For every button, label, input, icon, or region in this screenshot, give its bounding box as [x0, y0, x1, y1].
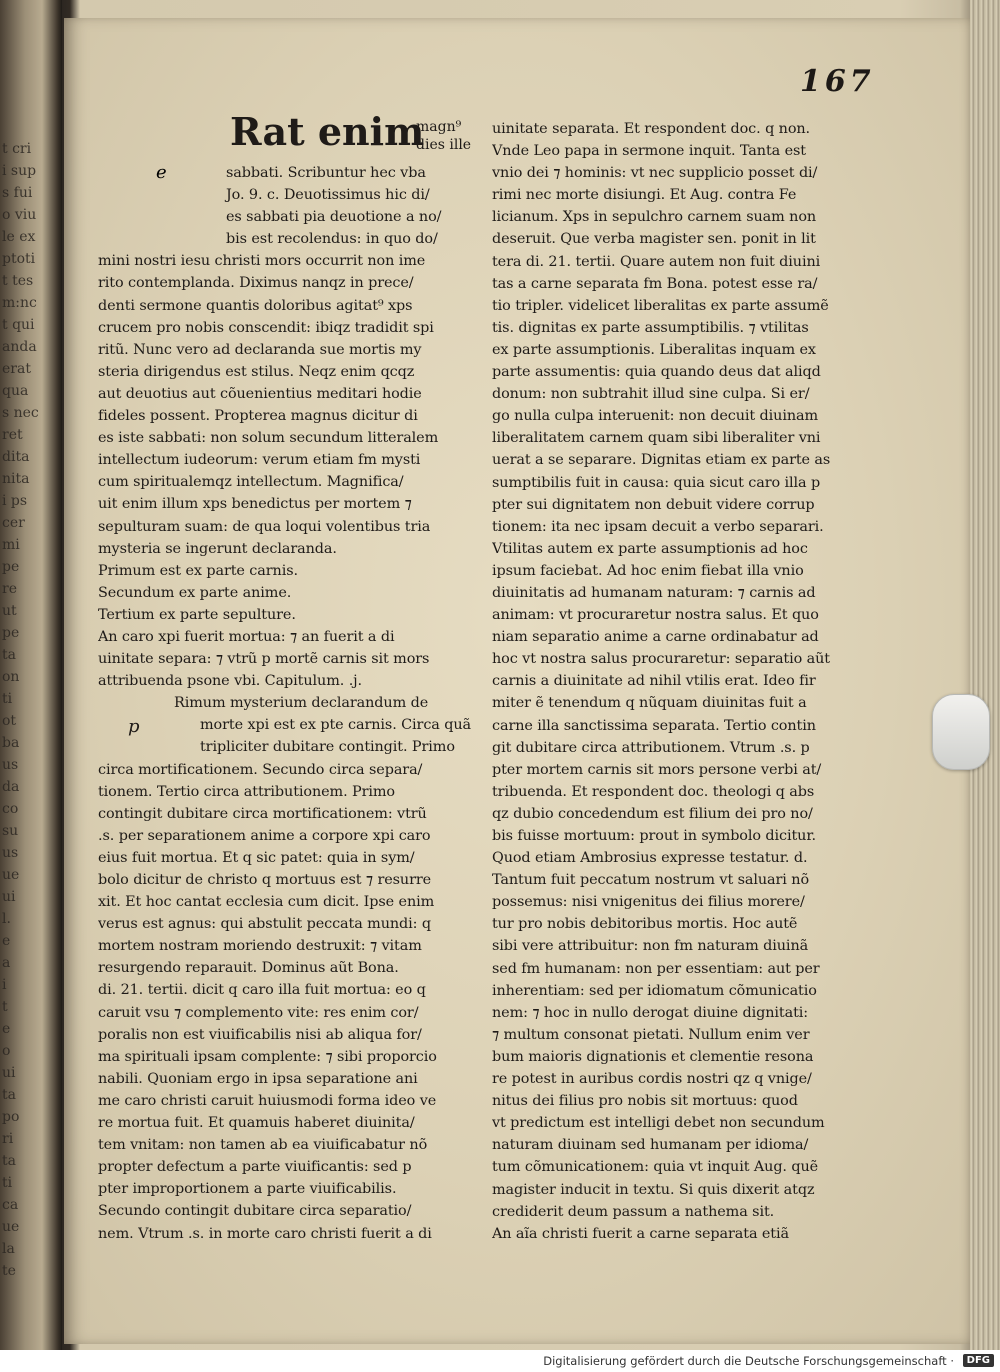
text-line: uinitate separata. Et respondent doc. q non. — [492, 121, 811, 137]
left-page-fragment: on — [2, 669, 20, 685]
text-line: nabili. Quoniam ergo in ipsa separatione ani — [98, 1070, 418, 1087]
text-line: naturam diuinam sed humanam per idioma/ — [492, 1137, 809, 1154]
left-page-fragment: t — [2, 999, 8, 1015]
text-line: tis. dignitas ex parte assumptibilis. ⁊ vtilitas — [492, 319, 809, 336]
text-line: nem: ⁊ hoc in nullo derogat diuine dignitati: — [492, 1004, 809, 1021]
left-page-fragment: ut — [2, 603, 17, 619]
text-line: git dubitare circa attributionem. Vtrum .s. p — [492, 739, 810, 756]
text-line: ritũ. Nunc vero ad declaranda sue mortis my — [98, 341, 422, 358]
text-line: resurgendo reparauit. Dominus aũt Bona. — [98, 960, 399, 977]
left-page-fragment: la — [2, 1241, 15, 1257]
left-page-fragment: pe — [2, 625, 20, 641]
left-page-fragment: us — [2, 757, 19, 773]
text-line: circa mortificationem. Secundo circa separa/ — [98, 761, 423, 778]
left-page-fragment: i sup — [2, 163, 37, 179]
right-column — [492, 118, 872, 1245]
text-line: contingit dubitare circa mortificationem: vtrũ — [98, 805, 427, 822]
text-line: bis est recolendus: in quo do/ — [226, 231, 438, 248]
text-line: pter improportionem a parte viuificabilis. — [98, 1181, 397, 1198]
text-line: sibi vere attribuitur: non fm naturam diuinã — [492, 938, 809, 955]
text-line: carne illa sanctissima separata. Tertio contin — [492, 717, 816, 734]
text-line: deseruit. Que verba magister sen. ponit in lit — [492, 231, 816, 248]
left-page-fragment: s fui — [2, 185, 33, 201]
left-page-fragment: a — [2, 955, 11, 971]
left-page-fragment: ca — [2, 1197, 19, 1213]
text-line: rito contemplanda. Diximus nanqz in prece/ — [98, 275, 414, 292]
text-line: Jo. 9. c. Deuotissimus hic di/ — [226, 187, 430, 204]
left-page-fragment: ta — [2, 1087, 16, 1103]
text-line: crucem pro nobis conscendit: ibiqz tradidit spi — [98, 319, 434, 336]
footer-credit: Digitalisierung gefördert durch die Deutsche Forschungsgemeinschaft · — [543, 1354, 954, 1368]
text-line: es sabbati pia deuotione a no/ — [226, 209, 442, 226]
text-line: qz dubio concedendum est filium dei pro no/ — [492, 805, 813, 822]
text-line: Secundo contingit dubitare circa separatio/ — [98, 1203, 412, 1220]
text-line: ipsum faciebat. Ad hoc enim fiebat illa vnio — [492, 562, 804, 579]
page-marker-tab — [932, 694, 990, 770]
left-page-fragment: ba — [2, 735, 20, 751]
dfg-logo: DFG — [963, 1354, 994, 1367]
text-line: Primum est ex parte carnis. — [98, 562, 298, 579]
text-line: parte assumentis: quia quando deus dat aliqd — [492, 364, 821, 381]
left-page-fragment: i — [2, 977, 7, 993]
text-line: ⁊ multum consonat pietati. Nullum enim ver — [492, 1026, 810, 1043]
left-page-fragment: nita — [2, 471, 30, 487]
text-line: go nulla culpa interuenit: non decuit diuinam — [492, 408, 819, 425]
left-page-fragment: pe — [2, 559, 20, 575]
text-line: pter mortem carnis sit mors persone verbi at/ — [492, 761, 822, 778]
left-page-fragment: ui — [2, 889, 16, 905]
text-line: eius fuit mortua. Et q sic patet: quia in sym/ — [98, 849, 415, 866]
text-line: vt predictum est intelligi debet non secundum — [492, 1115, 825, 1132]
text-line: tribuenda. Et respondent doc. theologi q abs — [492, 783, 815, 800]
text-line: tio tripler. videlicet liberalitas ex parte assumẽ — [492, 297, 829, 314]
left-page-fragment: co — [2, 801, 19, 817]
text-line: bum maioris dignationis et clementie resona — [492, 1048, 814, 1065]
folio-number: 167 — [800, 64, 875, 99]
text-line: .s. per separationem anime a corpore xpi caro — [98, 827, 431, 844]
text-line: diuinitatis ad humanam naturam: ⁊ carnis ad — [492, 584, 816, 601]
text-line: licianum. Xps in sepulchro carnem suam non — [492, 209, 817, 226]
text-line: An aĩa christi fuerit a carne separata etiã — [492, 1225, 789, 1242]
text-line: Secundum ex parte anime. — [98, 584, 292, 601]
text-line: Tantum fuit peccatum nostrum vt saluari nõ — [492, 872, 810, 889]
text-line: mysteria se ingerunt declaranda. — [98, 540, 337, 557]
left-page-fragment: qua — [2, 383, 29, 399]
text-line: nem. Vtrum .s. in morte caro christi fuerit a di — [98, 1225, 432, 1242]
text-line: tera di. 21. tertii. Quare autem non fuit diuini — [492, 253, 821, 270]
text-line: di. 21. tertii. dicit q caro illa fuit mortua: eo q — [98, 982, 426, 999]
left-page-fragment: m:nc — [2, 295, 37, 311]
opening-side-text — [416, 118, 471, 154]
left-page-fragment: anda — [2, 339, 37, 355]
text-line: crediderit deum passum a nathema sit. — [492, 1203, 775, 1220]
text-line: pter sui dignitatem non debuit videre corrup — [492, 496, 815, 513]
left-page-fragment: i ps — [2, 493, 28, 509]
text-line: liberalitatem carnem quam sibi liberaliter vni — [492, 430, 821, 447]
text-line: re mortua fuit. Et quamuis haberet diuinita/ — [98, 1115, 415, 1132]
text-line: niam separatio anime a carne ordinabatur ad — [492, 629, 819, 646]
text-line: xit. Et hoc cantat ecclesia cum dicit. Ipse enim — [98, 894, 435, 911]
left-page-edge — [0, 0, 62, 1372]
left-page-fragment: e — [2, 933, 11, 949]
text-line: rimi nec morte disiungi. Et Aug. contra Fe — [492, 187, 797, 204]
text-line: uerat a se separare. Dignitas etiam ex parte as — [492, 452, 831, 469]
left-page-fragment: ue — [2, 867, 20, 883]
text-line: possemus: nisi vnigenitus dei filius morere/ — [492, 894, 805, 911]
text-line: tem vnitam: non tamen ab ea viuificabatur nõ — [98, 1137, 428, 1154]
text-line: mini nostri iesu christi mors occurrit non ime — [98, 253, 426, 270]
text-line: animam: vt procuraretur nostra salus. Et quo — [492, 607, 819, 624]
text-line: propter defectum a parte viuificantis: sed p — [98, 1159, 412, 1176]
left-page-fragment: s nec — [2, 405, 39, 421]
text-line: aut deuotius aut cõuenientius meditari hodie — [98, 385, 422, 402]
text-line: hoc vt nostra salus procuraretur: separatio aũt — [492, 651, 830, 668]
text-line: tas a carne separata fm Bona. potest esse ra/ — [492, 275, 818, 292]
text-line: donum: non subtrahit illud sine culpa. Si er/ — [492, 386, 810, 403]
text-line: tum cõmunicationem: quia vt inquit Aug. quẽ — [492, 1159, 819, 1176]
left-page-fragment: ot — [2, 713, 17, 729]
text-line: Vtilitas autem ex parte assumptionis ad hoc — [492, 540, 808, 557]
text-line: mortem nostram moriendo destruxit: ⁊ vitam — [98, 938, 422, 955]
left-page-fragment: le ex — [2, 229, 36, 245]
text-line: vnio dei ⁊ hominis: vt nec supplicio posset di/ — [492, 165, 818, 182]
text-line: steria dirigendus est stilus. Neqz enim qcqz — [98, 363, 415, 380]
left-page-fragment: ret — [2, 427, 23, 443]
left-page-fragment: e — [2, 1021, 11, 1037]
left-page-fragment: ui — [2, 1065, 16, 1081]
text-line: tionem: ita nec ipsam decuit a verbo separari. — [492, 518, 824, 535]
left-lines-b — [98, 759, 498, 1245]
text-line: morte xpi est ex pte carnis. Circa quã — [200, 717, 472, 734]
opening-side-top: magn⁹ — [416, 119, 462, 135]
left-page-fragment: t tes — [2, 273, 34, 289]
left-lines-a — [98, 250, 498, 692]
left-page-fragment: ta — [2, 647, 16, 663]
left-page-fragment: t cri — [2, 141, 32, 157]
text-line: Vnde Leo papa in sermone inquit. Tanta est — [492, 143, 806, 160]
text-line: miter ẽ tenendum q nũquam diuinitas fuit a — [492, 695, 807, 712]
text-line: Tertium ex parte sepulture. — [98, 606, 296, 623]
text-line: es iste sabbati: non solum secundum litteralem — [98, 430, 439, 447]
text-line: intellectum iudeorum: verum etiam fm mysti — [98, 452, 421, 469]
text-line: carnis a diuinitate ad nihil vtilis erat. Ideo fir — [492, 673, 816, 690]
left-page-fragment: dita — [2, 449, 30, 465]
text-line: attribuenda psone vbi. Capitulum. .j. — [98, 673, 363, 690]
text-line: re potest in auribus cordis nostri qz q vnige/ — [492, 1071, 812, 1088]
guide-letter-e: e — [156, 162, 167, 183]
opening-side-bottom: dies ille — [416, 137, 472, 153]
left-page-fragment: t qui — [2, 317, 35, 333]
left-page-fragment: o — [2, 1043, 11, 1059]
text-line: caruit vsu ⁊ complemento vite: res enim cor/ — [98, 1004, 419, 1021]
text-line: uit enim illum xps benedictus per mortem ⁊ — [98, 496, 412, 513]
text-line: ex parte assumptionis. Liberalitas inquam ex — [492, 341, 816, 358]
left-page-fragment: ti — [2, 1175, 13, 1191]
left-page-fragment: te — [2, 1263, 16, 1279]
left-page-fragment: l. — [2, 911, 11, 927]
text-line: inherentiam: sed per idiomatum cõmunicatio — [492, 982, 817, 999]
left-page-fragment: da — [2, 779, 20, 795]
text-line: bolo dicitur de christo q mortuus est ⁊ resurre — [98, 872, 432, 888]
text-line: cum spiritualemqz intellectum. Magnifica/ — [98, 474, 404, 491]
text-line: nitus dei filius pro nobis sit mortuus: quod — [492, 1093, 798, 1110]
left-page-fragment: ri — [2, 1131, 14, 1147]
left-page-fragment: o viu — [2, 207, 37, 223]
text-line: tur pro nobis debitoribus mortis. Hoc autẽ — [492, 916, 798, 933]
left-page-fragment: ptoti — [2, 251, 36, 267]
text-line: Rimum mysterium declarandum de — [174, 695, 429, 712]
right-lines — [492, 118, 872, 1245]
left-page-fragment: su — [2, 823, 19, 839]
left-page-fragment: po — [2, 1109, 20, 1125]
left-page-fragment: us — [2, 845, 19, 861]
left-page-fragment: erat — [2, 361, 31, 377]
text-line: tionem. Tertio circa attributionem. Primo — [98, 783, 395, 800]
text-line: uinitate separa: ⁊ vtrũ p mortẽ carnis sit mors — [98, 651, 430, 668]
text-line: sed fm humanam: non per essentiam: aut per — [492, 960, 820, 977]
left-column — [98, 109, 498, 1245]
left-page-fragment: mi — [2, 537, 20, 553]
text-line: me caro christi caruit huiusmodi forma ideo ve — [98, 1092, 437, 1109]
left-page-fragment: re — [2, 581, 17, 597]
text-line: sabbati. Scribuntur hec vba — [226, 165, 426, 181]
text-line: ma spirituali ipsam complente: ⁊ sibi proporcio — [98, 1048, 437, 1065]
text-line: fideles possent. Propterea magnus dicitur di — [98, 408, 418, 425]
text-line: sepulturam suam: de qua loqui volentibus tria — [98, 518, 431, 535]
left-page-fragment: ti — [2, 691, 13, 707]
text-line: denti sermone quantis doloribus agitat⁹ xps — [98, 297, 413, 314]
text-line: verus est agnus: qui abstulit peccata mundi: q — [98, 916, 431, 933]
text-line: tripliciter dubitare contingit. Primo — [200, 739, 455, 756]
text-line: sumptibilis fuit in causa: quia sicut caro illa p — [492, 474, 821, 491]
left-page-fragment: cer — [2, 515, 25, 531]
text-line: bis fuisse mortuum: prout in symbolo dicitur. — [492, 828, 817, 844]
text-line: Quod etiam Ambrosius expresse testatur. d. — [492, 850, 808, 867]
left-page-fragment: ue — [2, 1219, 20, 1235]
text-line: An caro xpi fuerit mortua: ⁊ an fuerit a di — [98, 628, 395, 645]
text-line: poralis non est viuificabilis nisi ab aliqua for/ — [98, 1026, 422, 1043]
footer-bar — [0, 1350, 1000, 1372]
guide-letter-p: p — [128, 716, 140, 738]
second-initial-block — [98, 692, 498, 758]
opening-initial-word: Rat enim — [230, 109, 425, 154]
text-line: magister inducit in textu. Si quis dixerit atqz — [492, 1181, 815, 1198]
left-page-fragment: ta — [2, 1153, 16, 1169]
page-stack-edge — [970, 0, 1000, 1372]
